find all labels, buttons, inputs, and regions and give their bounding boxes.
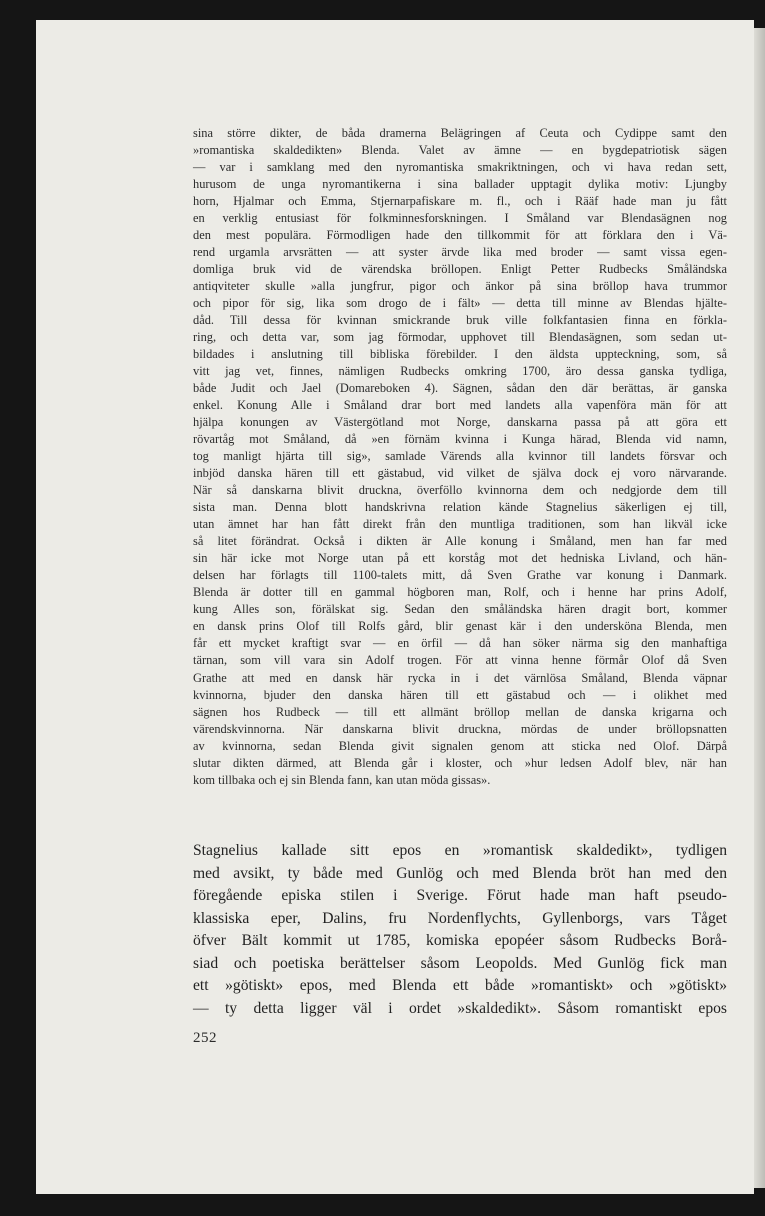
text-line: tärnan, som vill vara sin Adolf trogen. För att vinna henne förmår Olof då Sven xyxy=(193,653,727,668)
text-line: — ty detta ligger väl i ordet »skaldedikt». Såsom romantiskt epos xyxy=(193,999,727,1017)
text-line: rend urgamla arvsrätten — att syster ärvde lika med broder — samt vissa egen- xyxy=(193,245,727,260)
text-line: dåd. Till dessa för kvinnan smickrande bruk ville folkfantasien finna en förkla- xyxy=(193,313,727,328)
text-line: domliga bruk vid de värendska bröllopen. Enligt Petter Rudbecks Småländska xyxy=(193,262,727,277)
text-line: kung Alles son, förälskat sig. Sedan den småländska hären dragit bort, kommer xyxy=(193,602,727,617)
text-line: rövartåg mot Småland, då »en förnäm kvinna i Kunga härad, Blenda vid namn, xyxy=(193,432,727,447)
text-line: med avsikt, ty både med Gunlög och med Blenda bröt han med den xyxy=(193,864,727,882)
text-line: tog manligt hjärta till sig», samlade Värends alla kvinnor till landets försvar och xyxy=(193,449,727,464)
text-line: inbjöd danska hären till ett gästabud, vid vilket de själva dock ej voro närvarande. xyxy=(193,466,727,481)
text-line: hjälpa konungen av Västergötland mot Norge, danskarna passa på att göra ett xyxy=(193,415,727,430)
text-line: av kvinnorna, sedan Blenda givit signalen genom att sticka ned Olof. Därpå xyxy=(193,738,727,753)
text-line: sin här icke mot Norge utan på ett korståg mot det hedniska Livland, och hän- xyxy=(193,551,727,566)
text-line: ett »götiskt» epos, med Blenda ett både »romantiskt» och »götiskt» xyxy=(193,977,727,994)
text-line: vitt jag vet, finnes, nämligen Rudbecks omkring 1700, äro dessa ganska tydliga, xyxy=(193,364,727,379)
text-line: slutar dikten därmed, att Blenda går i kloster, och »hur ledsen Adolf blev, när han xyxy=(193,755,727,770)
text-line: den mest populära. Förmodligen hade den tillkommit för att förklara den i Vä- xyxy=(193,228,727,243)
text-line: När så danskarna blivit druckna, överföllo kvinnorna dem och nedgjorde dem till xyxy=(193,483,727,498)
small-print-passage xyxy=(193,125,727,789)
text-line: utan ämnet har han fått direkt från den muntliga traditionen, som han likväl icke xyxy=(193,517,727,532)
text-line: delsen har förlagts till 1100-talets mitt, då Sven Grathe var konung i Danmark. xyxy=(193,568,727,583)
text-line: får ett mycket kraftigt svar — en örfil — då han söker närma sig den manhaftiga xyxy=(193,636,727,651)
text-line: öfver Bält kommit ut 1785, komiska epopéer såsom Rudbecks Borå- xyxy=(193,932,727,949)
text-line: Grathe att med en dansk här rycka in i det värnlösa Småland, Blenda väpnar xyxy=(193,670,727,685)
text-line: — var i samklang med den nyromantiska smakriktningen, och vi hava redan sett, xyxy=(193,160,727,175)
text-line: sina större dikter, de båda dramerna Belägringen af Ceuta och Cydippe samt den xyxy=(193,126,727,140)
text-line: både Judit och Jael (Domareboken 4). Sägnen, sådan den där berättas, är ganska xyxy=(193,381,727,396)
text-line: Stagnelius kallade sitt epos en »romantisk skaldedikt», tydligen xyxy=(193,842,727,859)
text-line: föregående episka stilen i Sverige. Förut hade man haft pseudo- xyxy=(193,887,727,904)
text-line: »romantiska skaldedikten» Blenda. Valet av ämne — en bygdepatriotisk sägen xyxy=(193,143,727,158)
text-line: en verklig entusiast för folkminnesforskningen. I Småland var Blendasägnen nog xyxy=(193,211,727,226)
text-line: ring, och detta var, som jag förmodar, upphovet till Blendasägnen, som sedan ut- xyxy=(193,330,727,345)
text-line: antiqviteter skulle »alla jungfrur, pigor och änkor på sina bröllop hava trummor xyxy=(193,279,727,294)
text-line: siad och poetiska berättelser såsom Leopolds. Med Gunlög fick man xyxy=(193,954,727,972)
main-text-paragraph xyxy=(193,840,727,1020)
text-line: sägnen hos Rudbeck — till ett allmänt bröllop mellan de danska krigarna och xyxy=(193,704,727,719)
text-line: så litet förändrat. Också i dikten är Alle konung i Småland, men han far med xyxy=(193,534,727,549)
text-line: bildades i anslutning till bibliska förebilder. I den äldsta uppteckning, som, så xyxy=(193,347,727,362)
text-line: klassiska eper, Dalins, fru Nordenflychts, Gyllenborgs, vars Tåget xyxy=(193,909,727,927)
text-line: och pipor för sig, lika som drogo de i fält» — detta till minne av Blendas hjälte- xyxy=(193,296,727,311)
text-line: hurusom de unga nyromantikerna i sina ballader upptagit dylika motiv: Ljungby xyxy=(193,177,727,192)
text-line: enkel. Konung Alle i Småland drar bort med landets alla vapenföra män för att xyxy=(193,398,727,413)
text-line: kom tillbaka och ej sin Blenda fann, kan utan möda gissas». xyxy=(193,772,491,787)
text-line: kvinnorna, bjuder den danska hären till ett gästabud och — i olikhet med xyxy=(193,687,727,702)
text-line: sista man. Denna blott handskrivna relation kände Stagnelius säkerligen ej till, xyxy=(193,500,727,515)
text-line: en dansk prins Olof till Rolfs gård, blir genast kär i den undersköna Blenda, men xyxy=(193,619,727,634)
text-line: horn, Hjalmar och Emma, Stjernarpafiskare m. fl., och i Rääf hade man ju fått xyxy=(193,194,727,209)
text-line: Blenda är dotter till en gammal högboren man, Rolf, och i henne har prins Adolf, xyxy=(193,585,727,600)
page-number: 252 xyxy=(193,1030,217,1046)
text-line: värendskvinnorna. När danskarna blivit druckna, mördas de under bröllopsnatten xyxy=(193,721,727,736)
